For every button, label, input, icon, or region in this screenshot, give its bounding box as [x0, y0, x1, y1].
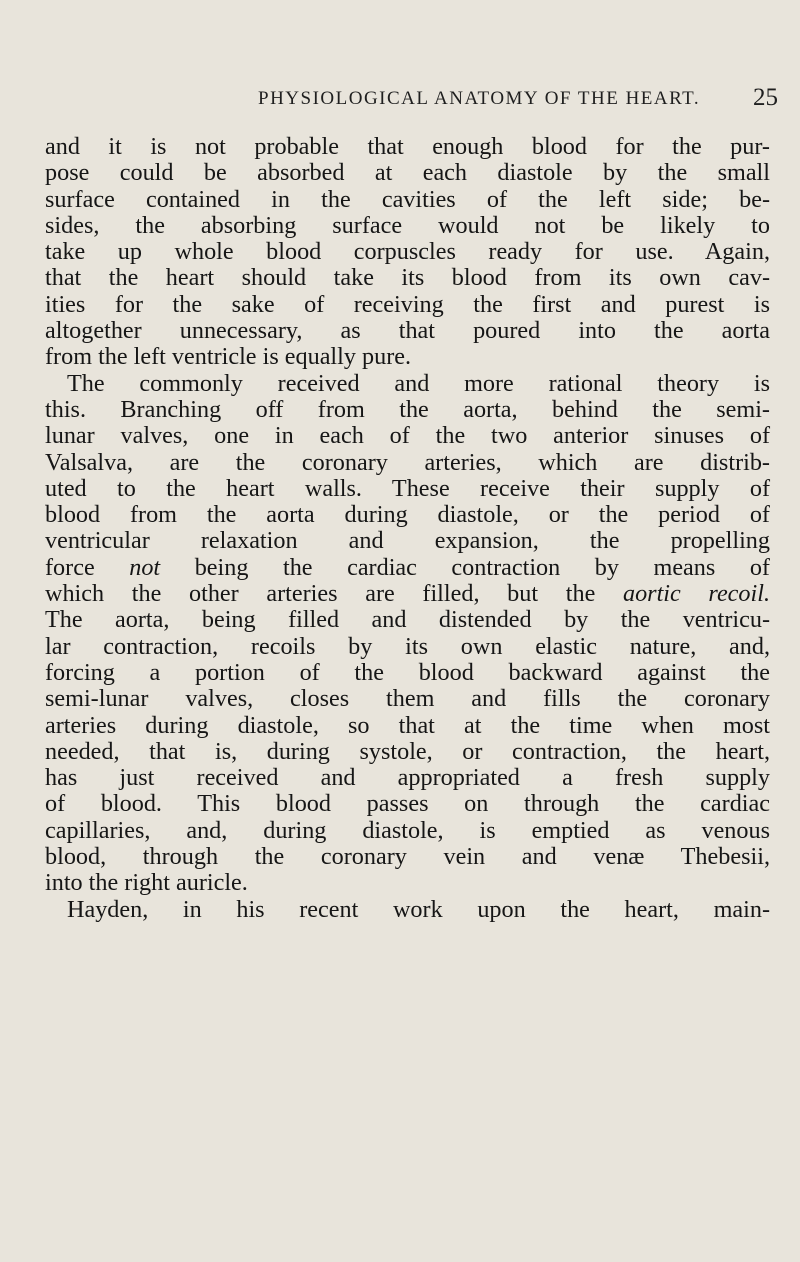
text-line — [45, 555, 770, 581]
text-line: The aorta, being filled and distended by the ventricu- — [45, 606, 770, 634]
text-line — [45, 581, 770, 607]
text-line: into the right auricle. — [45, 869, 248, 897]
text-line: uted to the heart walls. These receive their supply of — [45, 474, 770, 502]
italic-emphasis: aortic recoil. — [622, 580, 770, 608]
text-line: sides, the absorbing surface would not be likely to — [45, 211, 770, 239]
text-line: from the left ventricle is equally pure. — [45, 343, 412, 371]
text-line: lar contraction, recoils by its own elastic nature, and, — [45, 632, 770, 660]
text-line: Hayden, in his recent work upon the heart, main- — [67, 895, 770, 923]
text-line: altogether unnecessary, as that poured into the aorta — [45, 317, 770, 345]
text-line: semi-lunar valves, closes them and fills the coronary — [45, 685, 770, 713]
text-line: and it is not probable that enough blood for the pur- — [45, 133, 770, 160]
text-line: lunar valves, one in each of the two anterior sinuses of — [45, 422, 770, 450]
page-number: 25 — [753, 84, 778, 111]
text-line: has just received and appropriated a fresh supply — [45, 764, 770, 792]
text-line: blood from the aorta during diastole, or the period of — [45, 501, 770, 529]
text-line: forcing a portion of the blood backward against the — [45, 658, 770, 686]
paragraph-2 — [45, 371, 770, 897]
text-line: surface contained in the cavities of the left side; be- — [45, 185, 770, 213]
paragraph-1 — [45, 134, 770, 371]
text-line: The commonly received and more rational theory is — [67, 369, 770, 397]
text-line: blood, through the coronary vein and venæ Thebesii, — [45, 843, 770, 871]
italic-emphasis: not — [129, 553, 161, 581]
running-title: PHYSIOLOGICAL ANATOMY OF THE HEART. — [258, 88, 701, 109]
text-line: arteries during diastole, so that at the time when most — [45, 711, 770, 739]
text-line: capillaries, and, during diastole, is emptied as venous — [45, 816, 770, 844]
text-line: ventricular relaxation and expansion, the propelling — [45, 527, 770, 555]
paragraph-3 — [45, 897, 770, 923]
text-line: this. Branching off from the aorta, behind the semi- — [45, 395, 770, 423]
text-segment: being the cardiac contraction by means of — [160, 553, 770, 581]
text-line: pose could be absorbed at each diastole by the small — [45, 159, 770, 187]
text-line: take up whole blood corpuscles ready for use. Again, — [45, 238, 770, 266]
text-line: of blood. This blood passes on through the cardiac — [45, 790, 770, 818]
text-line: needed, that is, during systole, or contraction, the heart, — [45, 737, 770, 765]
text-line: ities for the sake of receiving the first and purest is — [45, 290, 770, 318]
body-text — [45, 134, 770, 923]
text-segment: force — [45, 553, 130, 581]
page-header — [258, 84, 778, 114]
text-line: Valsalva, are the coronary arteries, which are distrib- — [45, 448, 770, 476]
text-segment: which the other arteries are filled, but the — [45, 580, 623, 608]
text-line: that the heart should take its blood from its own cav- — [45, 264, 770, 292]
